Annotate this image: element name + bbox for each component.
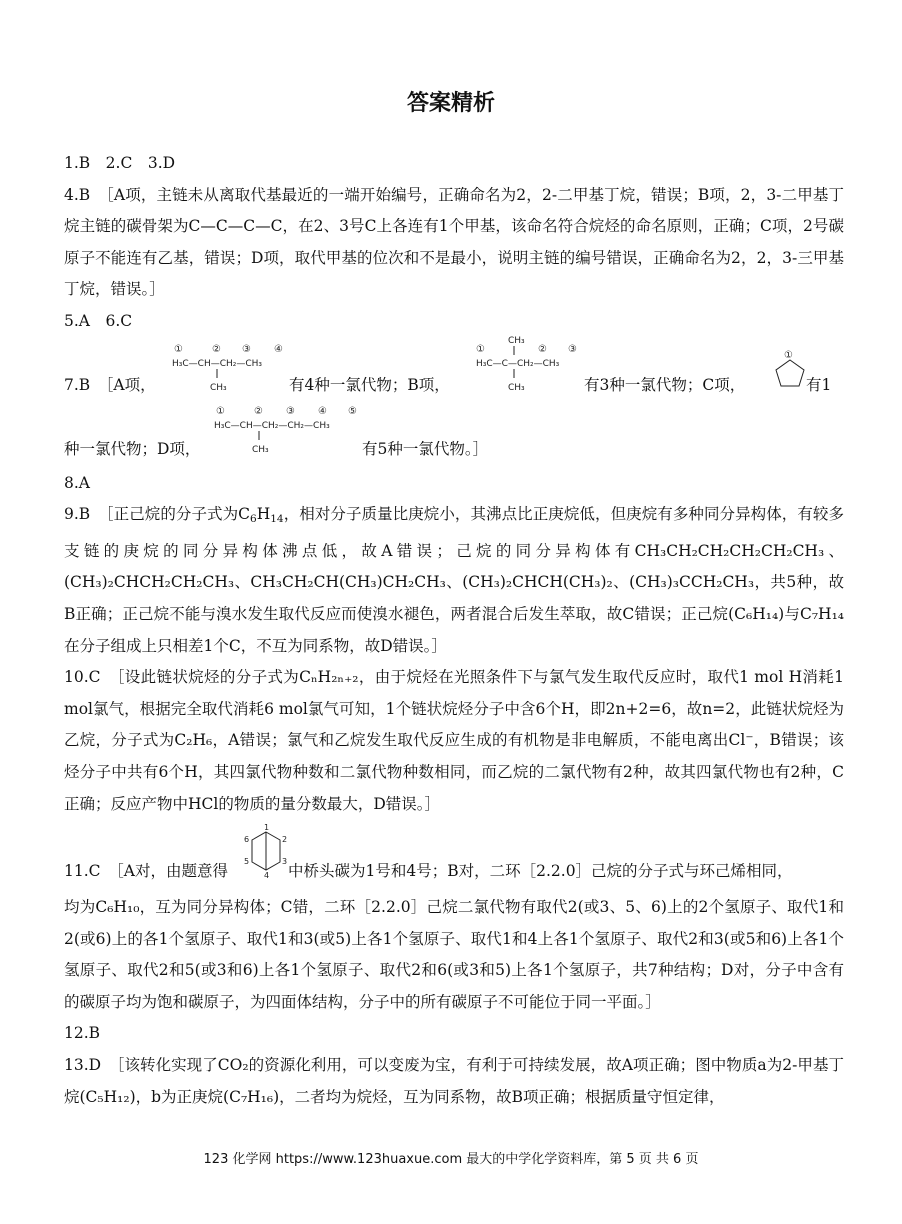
answer-7-c-text: 有1 — [806, 375, 832, 394]
page-title: 答案精析 — [406, 91, 495, 116]
structure-bicyclohexane — [242, 822, 290, 880]
answer-4: 4.B ［A项，主链未从离取代基最近的一端开始编号，正确命名为2，2-二甲基丁烷，错误；B项，2，3-二甲基丁烷主链的碳骨架为C—C—C—C，在2、3号C上各连有1个甲基，该命名符合烷烃的命名原则，正确；C项，2号碳原子不能连有乙基，错误；D项，取代甲基的位次和不是最小，说明主链的编号错误，正确命名为2，2，3-三甲基丁烷，错误。］ — [64, 185, 844, 299]
answer-9 — [64, 499, 844, 662]
structure-b — [474, 334, 586, 398]
struct-d-main: H₃C—CH—CH₂—CH₂—CH₃ — [214, 420, 330, 431]
answer-9-lead: 9.B ［正己烷的分子式为 — [64, 505, 239, 524]
formula-h: H — [256, 505, 271, 524]
struct-a-num-3: ③ — [242, 343, 251, 355]
struct-d-num-2: ② — [254, 405, 263, 417]
answer-11-after: 中桥头碳为1号和4号；B对，二环［2.2.0］己烷的分子式与环己烯相同， — [288, 862, 793, 881]
formula-c: C — [238, 505, 251, 524]
struct-a-num-4: ④ — [274, 343, 283, 355]
answer-7-line1 — [64, 335, 844, 406]
struct-c-num-1: ① — [784, 349, 793, 361]
struct-d-num-4: ④ — [318, 405, 327, 417]
struct-d-num-5: ⑤ — [348, 405, 357, 417]
struct-a-main: H₃C—CH—CH₂—CH₃ — [172, 358, 263, 369]
answer-11-line1 — [64, 820, 844, 892]
answer-9-body: ，相对分子质量比庚烷小，其沸点比正庚烷低，但庚烷有多种同分异构体，有较多支链的庚烷的同分异构体沸点低，故A错误；己烷的同分异构体有CH₃CH₂CH₂CH₂CH₂CH₃、(CH₃)₂CHCH₂CH₂CH₃、CH₃CH₂CH(CH₃)CH₂CH₃、(CH₃)₂CHCH(CH₃)₂、(CH₃)₃CCH₂CH₃，共5种，故B正确；正己烷不能与溴水发生取代反应而使溴水褪色，两者混合后发生萃取，故C错误；正己烷(C₆H₁₄)与C₇H₁₄在分子组成上只相差1个C，不互为同系物，故D错误。］ — [64, 505, 844, 655]
struct-d-num-3: ③ — [286, 405, 295, 417]
ring-num-1: 1 — [264, 823, 270, 833]
struct-b-branch: CH₃ — [508, 382, 525, 393]
struct-a-num-1: ① — [174, 343, 183, 355]
answer-7-b-text: 有3种一氯代物；C项， — [584, 375, 746, 394]
struct-a-num-2: ② — [212, 343, 221, 355]
struct-b-top: CH₃ — [508, 335, 525, 346]
answer-7-lead: 7.B ［A项， — [64, 375, 156, 394]
answer-1-3: 1.B 2.C 3.D — [64, 154, 176, 172]
structure-a — [170, 340, 290, 396]
struct-b-num-3: ③ — [568, 343, 577, 355]
formula-h-sub: 14 — [270, 513, 284, 526]
answer-7-line2 — [64, 406, 844, 468]
ring-num-2: 2 — [282, 835, 288, 845]
struct-b-main: H₃C—C—CH₂—CH₃ — [476, 358, 560, 369]
ring-num-6: 6 — [244, 835, 250, 845]
answer-7-line2-lead: 种一氯代物；D项， — [64, 439, 201, 458]
struct-b-num-1: ① — [476, 343, 485, 355]
ring-num-5: 5 — [244, 857, 250, 867]
struct-d-num-1: ① — [216, 405, 225, 417]
struct-d-branch: CH₃ — [252, 444, 269, 455]
ring-num-3: 3 — [282, 857, 288, 867]
answer-11-lead: 11.C ［A对，由题意得 — [64, 862, 228, 881]
answer-7-a-text: 有4种一氯代物；B项， — [289, 375, 450, 394]
answer-7-d-text: 有5种一氯代物。］ — [362, 439, 489, 458]
page-footer: 123 化学网 https://www.123huaxue.com 最大的中学化学资料库，第 5 页 共 6 页 — [203, 1152, 699, 1167]
answer-content — [64, 148, 844, 1113]
structure-d — [212, 402, 372, 456]
struct-b-num-2: ② — [538, 343, 547, 355]
answer-8: 8.A — [64, 473, 90, 492]
answer-13: 13.D ［该转化实现了CO₂的资源化利用，可以变废为宝，有利于可持续发展，故A项正确；图中物质a为2-甲基丁烷(C₅H₁₂)，b为正庚烷(C₇H₁₆)，二者均为烷烃，互为同系物，故B项正确；根据质量守恒定律， — [64, 1056, 844, 1106]
struct-a-branch: CH₃ — [210, 382, 227, 393]
structure-c-cyclopentane — [772, 346, 808, 390]
answer-5-6: 5.A 6.C — [64, 311, 133, 330]
ring-num-4: 4 — [264, 871, 270, 881]
answer-12: 12.B — [64, 1024, 101, 1043]
formula-c-sub: 6 — [250, 513, 257, 526]
answer-11-rest: 均为C₆H₁₀，互为同分异构体；C错，二环［2.2.0］己烷二氯代物有取代2(或3、5、6)上的2个氢原子、取代1和2(或6)上的各1个氢原子、取代1和3(或5)上各1个氢原子、取代1和4上各1个氢原子、取代2和3(或5和6)上各1个氢原子、取代2和5(或3和6)上各1个氢原子、取代2和6(或3和5)上各1个氢原子，共7种结构；D对，分子中含有的碳原子均为饱和碳原子，为四面体结构，分子中的所有碳原子不可能位于同一平面。］ — [64, 898, 844, 1011]
answer-10: 10.C ［设此链状烷烃的分子式为CₙH₂ₙ₊₂，由于烷烃在光照条件下与氯气发生取代反应时，取代1 mol H消耗1 mol氯气，根据完全取代消耗6 mol氯气可知，1个链状烷烃分子中含6个H，即2n+2=6，故n=2，此链状烷烃为乙烷，分子式为C₂H₆，A错误；氯气和乙烷发生取代反应生成的有机物是非电解质，不能电离出Cl⁻，B错误；该烃分子中共有6个H，其四氯代物种数和二氯代物种数相同，而乙烷的二氯代物有2种，故其四氯代物也有2种，C正确；反应产物中HCl的物质的量分数最大，D错误。］ — [64, 668, 844, 813]
